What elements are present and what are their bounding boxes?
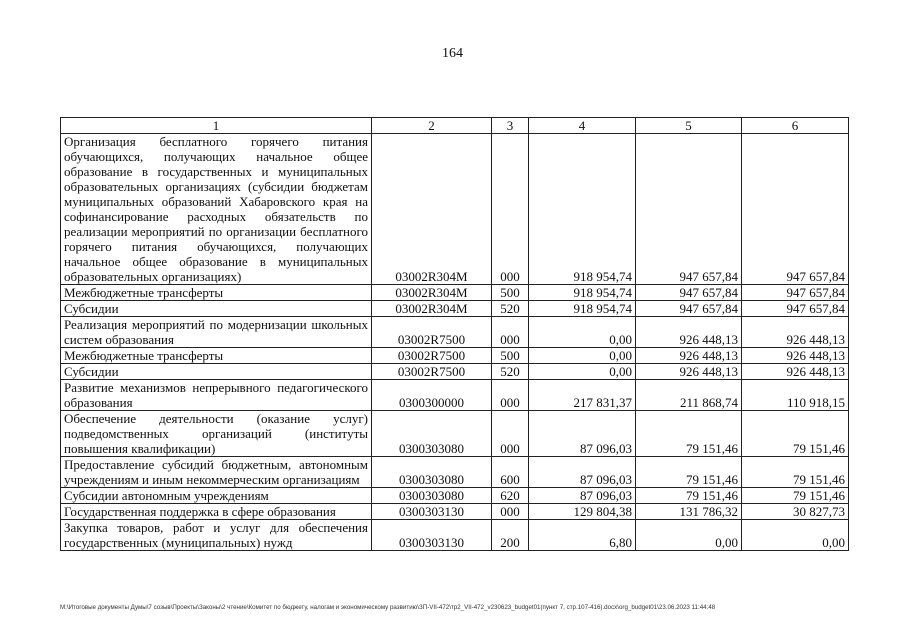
row-code: 03002R304M [372, 301, 492, 317]
row-value-1: 87 096,03 [529, 457, 636, 488]
table-header-row [61, 118, 849, 134]
header-col-1: 1 [61, 118, 372, 134]
row-value-1: 0,00 [529, 364, 636, 380]
row-value-1: 918 954,74 [529, 134, 636, 285]
row-value-1: 0,00 [529, 348, 636, 364]
row-name: Реализация мероприятий по модернизации школьных систем образования [61, 317, 372, 348]
row-value-2: 926 448,13 [636, 364, 742, 380]
row-value-3: 30 827,73 [742, 504, 849, 520]
row-value-3: 79 151,46 [742, 457, 849, 488]
table-row [61, 348, 849, 364]
row-value-1: 87 096,03 [529, 411, 636, 457]
row-value-2: 926 448,13 [636, 348, 742, 364]
row-type: 000 [492, 504, 529, 520]
table-row [61, 457, 849, 488]
row-code: 0300303080 [372, 488, 492, 504]
row-value-3: 947 657,84 [742, 301, 849, 317]
row-value-3: 79 151,46 [742, 411, 849, 457]
table-row [61, 364, 849, 380]
row-value-1: 6,80 [529, 520, 636, 551]
row-code: 03002R7500 [372, 317, 492, 348]
header-col-6: 6 [742, 118, 849, 134]
row-name: Субсидии автономным учреждениям [61, 488, 372, 504]
row-value-3: 926 448,13 [742, 348, 849, 364]
header-col-4: 4 [529, 118, 636, 134]
table-row [61, 285, 849, 301]
document-path-footer: М:\Итоговые документы Думы\7 созыв\Проекты\Законы\2 чтение\Комитет по бюджету, налогам и экономическому развитию\ЗП-VII-472\тр2_VII-472_v230623_budget01(пункт 7, стр.107-416).docx\org_budget01\23.06.2023 11:44:48 [60, 604, 716, 611]
row-code: 0300303130 [372, 504, 492, 520]
row-name: Обеспечение деятельности (оказание услуг) подведомственных организаций (институты повышения квалификации) [61, 411, 372, 457]
row-type: 200 [492, 520, 529, 551]
row-name: Межбюджетные трансферты [61, 348, 372, 364]
row-type: 600 [492, 457, 529, 488]
row-value-2: 0,00 [636, 520, 742, 551]
row-value-2: 131 786,32 [636, 504, 742, 520]
table-row [61, 504, 849, 520]
row-value-1: 0,00 [529, 317, 636, 348]
header-col-5: 5 [636, 118, 742, 134]
row-code: 03002R7500 [372, 348, 492, 364]
page-number: 164 [442, 46, 463, 61]
table-row [61, 411, 849, 457]
row-value-2: 947 657,84 [636, 285, 742, 301]
row-type: 520 [492, 364, 529, 380]
row-value-1: 918 954,74 [529, 301, 636, 317]
table-row [61, 317, 849, 348]
row-type: 000 [492, 380, 529, 411]
row-value-2: 79 151,46 [636, 411, 742, 457]
row-name: Субсидии [61, 364, 372, 380]
row-name: Закупка товаров, работ и услуг для обеспечения государственных (муниципальных) нужд [61, 520, 372, 551]
row-name: Субсидии [61, 301, 372, 317]
row-code: 0300300000 [372, 380, 492, 411]
row-value-1: 129 804,38 [529, 504, 636, 520]
row-value-2: 79 151,46 [636, 457, 742, 488]
table-row [61, 520, 849, 551]
row-type: 000 [492, 317, 529, 348]
row-code: 03002R304M [372, 134, 492, 285]
row-type: 520 [492, 301, 529, 317]
table-row [61, 488, 849, 504]
row-value-2: 211 868,74 [636, 380, 742, 411]
row-value-2: 926 448,13 [636, 317, 742, 348]
row-name: Государственная поддержка в сфере образования [61, 504, 372, 520]
row-value-3: 0,00 [742, 520, 849, 551]
row-value-1: 217 831,37 [529, 380, 636, 411]
row-value-3: 947 657,84 [742, 285, 849, 301]
row-name: Развитие механизмов непрерывного педагогического образования [61, 380, 372, 411]
row-code: 03002R304M [372, 285, 492, 301]
row-value-1: 918 954,74 [529, 285, 636, 301]
table-row [61, 134, 849, 285]
row-name: Межбюджетные трансферты [61, 285, 372, 301]
row-value-3: 110 918,15 [742, 380, 849, 411]
table-row [61, 301, 849, 317]
row-value-1: 87 096,03 [529, 488, 636, 504]
row-type: 620 [492, 488, 529, 504]
row-value-3: 947 657,84 [742, 134, 849, 285]
header-col-3: 3 [492, 118, 529, 134]
row-type: 500 [492, 348, 529, 364]
row-value-2: 947 657,84 [636, 134, 742, 285]
row-type: 000 [492, 411, 529, 457]
row-type: 000 [492, 134, 529, 285]
row-value-2: 947 657,84 [636, 301, 742, 317]
header-col-2: 2 [372, 118, 492, 134]
row-name: Предоставление субсидий бюджетным, автономным учреждениям и иным некоммерческим организациям [61, 457, 372, 488]
row-value-3: 926 448,13 [742, 317, 849, 348]
row-value-3: 79 151,46 [742, 488, 849, 504]
table-row [61, 380, 849, 411]
row-name: Организация бесплатного горячего питания обучающихся, получающих начальное общее образование в государственных и муниципальных образовательных организациях (субсидии бюджетам муниципальных образований Хабаровского края на софинансирование расходных обязательств по реализации мероприятий по организации бесплатного горячего питания обучающихся, получающих начальное общее образование в муниципальных образовательных организациях) [61, 134, 372, 285]
row-value-2: 79 151,46 [636, 488, 742, 504]
budget-table [60, 117, 849, 551]
row-value-3: 926 448,13 [742, 364, 849, 380]
row-code: 03002R7500 [372, 364, 492, 380]
row-code: 0300303080 [372, 411, 492, 457]
row-code: 0300303130 [372, 520, 492, 551]
row-type: 500 [492, 285, 529, 301]
row-code: 0300303080 [372, 457, 492, 488]
